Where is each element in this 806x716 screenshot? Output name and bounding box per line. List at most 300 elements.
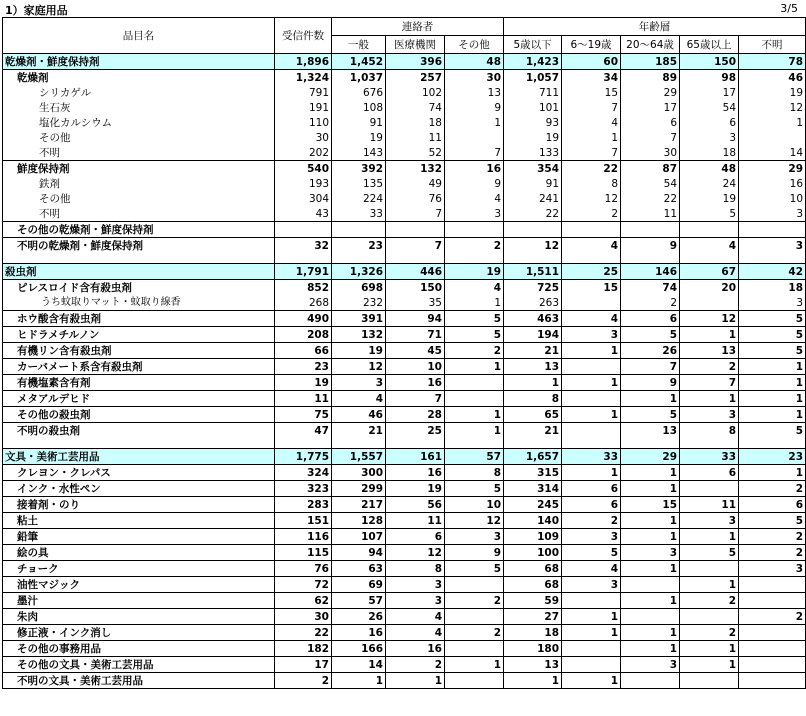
value-cell	[680, 561, 739, 577]
item-name: 接着剤・のり	[3, 497, 275, 513]
value-cell: 66	[275, 343, 332, 359]
value-cell: 323	[275, 481, 332, 497]
table-body	[3, 54, 806, 689]
value-cell: 115	[275, 545, 332, 561]
empty-cell	[3, 438, 275, 449]
value-cell: 3	[445, 206, 504, 222]
value-cell	[562, 641, 621, 657]
value-cell: 11	[621, 206, 680, 222]
value-cell: 22	[504, 206, 562, 222]
item-name: 粘土	[3, 513, 275, 529]
value-cell: 49	[386, 176, 445, 191]
value-cell: 7	[445, 145, 504, 161]
item-name: うち蚊取りマット・蚊取り線香	[3, 295, 275, 311]
value-cell: 12	[332, 359, 386, 375]
value-cell: 3	[562, 577, 621, 593]
value-cell: 91	[332, 115, 386, 130]
value-cell: 19	[332, 343, 386, 359]
value-cell: 56	[386, 497, 445, 513]
value-cell: 283	[275, 497, 332, 513]
empty-cell	[445, 253, 504, 264]
value-cell: 3	[739, 295, 806, 311]
value-cell	[562, 295, 621, 311]
value-cell	[680, 222, 739, 238]
col-group-age: 年齢層	[504, 18, 806, 36]
value-cell: 791	[275, 85, 332, 100]
value-cell: 191	[275, 100, 332, 115]
value-cell: 89	[621, 70, 680, 86]
value-cell: 1,896	[275, 54, 332, 70]
value-cell: 711	[504, 85, 562, 100]
value-cell: 101	[504, 100, 562, 115]
value-cell: 3	[621, 657, 680, 673]
value-cell: 1	[739, 359, 806, 375]
value-cell	[562, 657, 621, 673]
table-row	[3, 673, 806, 689]
item-name: その他	[3, 191, 275, 206]
value-cell: 20	[680, 280, 739, 296]
value-cell: 6	[562, 497, 621, 513]
value-cell: 4	[386, 625, 445, 641]
value-cell	[445, 673, 504, 689]
value-cell: 5	[739, 311, 806, 327]
value-cell: 2	[680, 625, 739, 641]
value-cell: 35	[386, 295, 445, 311]
value-cell: 12	[445, 513, 504, 529]
value-cell: 185	[621, 54, 680, 70]
value-cell: 5	[680, 206, 739, 222]
value-cell: 324	[275, 465, 332, 481]
value-cell: 7	[621, 130, 680, 145]
value-cell: 1	[562, 130, 621, 145]
value-cell	[445, 391, 504, 407]
value-cell: 8	[504, 391, 562, 407]
value-cell: 268	[275, 295, 332, 311]
value-cell: 182	[275, 641, 332, 657]
table-row	[3, 449, 806, 465]
value-cell: 5	[621, 407, 680, 423]
item-name: ピレスロイド含有殺虫剤	[3, 280, 275, 296]
value-cell: 180	[504, 641, 562, 657]
value-cell: 463	[504, 311, 562, 327]
item-name: 鮮度保持剤	[3, 161, 275, 177]
empty-cell	[562, 438, 621, 449]
value-cell: 48	[445, 54, 504, 70]
value-cell: 202	[275, 145, 332, 161]
value-cell: 132	[332, 327, 386, 343]
item-name: 不明	[3, 145, 275, 161]
value-cell: 63	[332, 561, 386, 577]
poison-inquiry-table	[2, 17, 806, 689]
value-cell: 7	[562, 100, 621, 115]
value-cell: 76	[386, 191, 445, 206]
value-cell: 1	[739, 465, 806, 481]
empty-cell	[504, 438, 562, 449]
value-cell: 132	[386, 161, 445, 177]
item-name: その他の乾燥剤・鮮度保持剤	[3, 222, 275, 238]
value-cell: 10	[386, 359, 445, 375]
value-cell: 5	[445, 481, 504, 497]
value-cell	[445, 609, 504, 625]
value-cell: 1	[621, 465, 680, 481]
item-name: 絵の具	[3, 545, 275, 561]
header-row-1	[3, 18, 806, 36]
value-cell: 19	[504, 130, 562, 145]
value-cell: 42	[739, 264, 806, 280]
empty-cell	[445, 438, 504, 449]
value-cell: 5	[621, 327, 680, 343]
table-row	[3, 391, 806, 407]
value-cell: 1	[562, 407, 621, 423]
value-cell: 1	[621, 561, 680, 577]
spacer-row	[3, 438, 806, 449]
value-cell: 21	[504, 343, 562, 359]
value-cell: 140	[504, 513, 562, 529]
value-cell	[621, 609, 680, 625]
value-cell: 1	[445, 407, 504, 423]
value-cell: 30	[275, 130, 332, 145]
value-cell: 2	[739, 609, 806, 625]
table-row	[3, 465, 806, 481]
value-cell: 1	[621, 513, 680, 529]
value-cell: 2	[739, 481, 806, 497]
value-cell: 146	[621, 264, 680, 280]
value-cell: 9	[621, 238, 680, 254]
table-row	[3, 545, 806, 561]
value-cell	[621, 222, 680, 238]
value-cell: 67	[680, 264, 739, 280]
value-cell: 1	[621, 593, 680, 609]
table-row	[3, 577, 806, 593]
value-cell: 24	[680, 176, 739, 191]
value-cell: 16	[739, 176, 806, 191]
value-cell	[562, 423, 621, 439]
value-cell: 6	[739, 497, 806, 513]
value-cell: 1	[680, 577, 739, 593]
value-cell: 107	[332, 529, 386, 545]
value-cell: 1	[562, 673, 621, 689]
value-cell: 1	[445, 423, 504, 439]
value-cell: 13	[504, 359, 562, 375]
value-cell: 392	[332, 161, 386, 177]
value-cell: 78	[739, 54, 806, 70]
value-cell: 13	[621, 423, 680, 439]
value-cell: 11	[275, 391, 332, 407]
value-cell: 32	[275, 238, 332, 254]
value-cell: 23	[332, 238, 386, 254]
value-cell: 9	[445, 100, 504, 115]
table-row	[3, 161, 806, 177]
table-row	[3, 70, 806, 86]
value-cell: 3	[739, 561, 806, 577]
value-cell: 208	[275, 327, 332, 343]
value-cell: 314	[504, 481, 562, 497]
value-cell: 46	[332, 407, 386, 423]
value-cell	[445, 130, 504, 145]
value-cell: 68	[504, 577, 562, 593]
value-cell: 2	[445, 238, 504, 254]
value-cell: 5	[680, 545, 739, 561]
value-cell: 263	[504, 295, 562, 311]
value-cell	[739, 593, 806, 609]
col-header-contact-other: その他	[445, 36, 504, 54]
value-cell: 6	[621, 311, 680, 327]
value-cell: 76	[275, 561, 332, 577]
value-cell: 69	[332, 577, 386, 593]
value-cell: 18	[386, 115, 445, 130]
value-cell: 2	[562, 206, 621, 222]
value-cell: 12	[680, 311, 739, 327]
item-name: 殺虫剤	[3, 264, 275, 280]
value-cell	[445, 577, 504, 593]
table-row	[3, 481, 806, 497]
value-cell: 446	[386, 264, 445, 280]
item-name: 不明	[3, 206, 275, 222]
value-cell: 7	[386, 391, 445, 407]
value-cell: 2	[621, 295, 680, 311]
value-cell: 3	[562, 327, 621, 343]
value-cell	[680, 673, 739, 689]
value-cell: 87	[621, 161, 680, 177]
value-cell: 1	[562, 343, 621, 359]
item-name: 鉛筆	[3, 529, 275, 545]
value-cell: 1,775	[275, 449, 332, 465]
col-header-item: 品目名	[3, 18, 275, 54]
value-cell: 43	[275, 206, 332, 222]
value-cell: 7	[386, 206, 445, 222]
item-name: 乾燥剤	[3, 70, 275, 86]
value-cell: 16	[445, 161, 504, 177]
value-cell: 6	[386, 529, 445, 545]
value-cell: 33	[562, 449, 621, 465]
empty-cell	[739, 438, 806, 449]
value-cell: 304	[275, 191, 332, 206]
value-cell: 8	[680, 423, 739, 439]
value-cell	[562, 359, 621, 375]
value-cell	[445, 375, 504, 391]
value-cell: 4	[562, 115, 621, 130]
item-name: クレヨン・クレパス	[3, 465, 275, 481]
value-cell: 3	[562, 529, 621, 545]
value-cell: 14	[739, 145, 806, 161]
item-name: 鉄剤	[3, 176, 275, 191]
value-cell: 27	[504, 609, 562, 625]
value-cell: 22	[275, 625, 332, 641]
value-cell: 1	[621, 625, 680, 641]
value-cell: 151	[275, 513, 332, 529]
table-row	[3, 100, 806, 115]
value-cell: 4	[562, 238, 621, 254]
value-cell: 1	[680, 391, 739, 407]
value-cell: 2	[445, 625, 504, 641]
value-cell: 490	[275, 311, 332, 327]
value-cell: 4	[445, 280, 504, 296]
value-cell: 11	[386, 513, 445, 529]
value-cell: 108	[332, 100, 386, 115]
value-cell	[739, 625, 806, 641]
value-cell: 54	[621, 176, 680, 191]
value-cell: 1	[680, 657, 739, 673]
value-cell: 94	[332, 545, 386, 561]
value-cell: 4	[386, 609, 445, 625]
value-cell: 22	[621, 191, 680, 206]
item-name: その他	[3, 130, 275, 145]
value-cell: 19	[739, 85, 806, 100]
value-cell: 9	[621, 375, 680, 391]
table-row	[3, 359, 806, 375]
col-header-age-20-64: 20～64歳	[621, 36, 680, 54]
item-name: 有機塩素含有剤	[3, 375, 275, 391]
value-cell: 25	[562, 264, 621, 280]
table-row	[3, 85, 806, 100]
table-row	[3, 115, 806, 130]
item-name: 修正液・インク消し	[3, 625, 275, 641]
value-cell: 72	[275, 577, 332, 593]
value-cell: 19	[445, 264, 504, 280]
value-cell: 19	[275, 375, 332, 391]
value-cell	[739, 577, 806, 593]
value-cell: 1	[680, 641, 739, 657]
value-cell: 17	[680, 85, 739, 100]
value-cell: 1,324	[275, 70, 332, 86]
value-cell	[386, 222, 445, 238]
item-name: 生石灰	[3, 100, 275, 115]
item-name: インク・水性ペン	[3, 481, 275, 497]
value-cell: 9	[445, 176, 504, 191]
table-row	[3, 264, 806, 280]
item-name: シリカゲル	[3, 85, 275, 100]
table-row	[3, 593, 806, 609]
value-cell: 12	[739, 100, 806, 115]
value-cell: 91	[504, 176, 562, 191]
value-cell	[445, 641, 504, 657]
value-cell	[621, 673, 680, 689]
table-row	[3, 513, 806, 529]
value-cell: 14	[332, 657, 386, 673]
empty-cell	[739, 253, 806, 264]
value-cell: 10	[739, 191, 806, 206]
value-cell: 1	[445, 359, 504, 375]
value-cell: 1	[562, 609, 621, 625]
value-cell: 1	[562, 375, 621, 391]
value-cell: 8	[445, 465, 504, 481]
col-group-contact: 連絡者	[332, 18, 504, 36]
value-cell: 1,057	[504, 70, 562, 86]
value-cell: 1	[739, 375, 806, 391]
value-cell: 725	[504, 280, 562, 296]
value-cell: 241	[504, 191, 562, 206]
value-cell: 5	[739, 327, 806, 343]
value-cell: 3	[680, 407, 739, 423]
value-cell: 30	[445, 70, 504, 86]
value-cell: 3	[739, 238, 806, 254]
section-title: 1）家庭用品	[5, 4, 68, 17]
value-cell: 1	[332, 673, 386, 689]
empty-cell	[621, 253, 680, 264]
value-cell: 1	[739, 407, 806, 423]
table-row	[3, 625, 806, 641]
value-cell: 16	[332, 625, 386, 641]
value-cell: 2	[386, 657, 445, 673]
table-row	[3, 295, 806, 311]
value-cell: 116	[275, 529, 332, 545]
value-cell: 1	[621, 529, 680, 545]
value-cell: 1,037	[332, 70, 386, 86]
value-cell: 143	[332, 145, 386, 161]
table-row	[3, 407, 806, 423]
value-cell: 65	[504, 407, 562, 423]
item-name: メタアルデヒド	[3, 391, 275, 407]
value-cell: 21	[332, 423, 386, 439]
value-cell: 166	[332, 641, 386, 657]
value-cell: 110	[275, 115, 332, 130]
value-cell: 30	[621, 145, 680, 161]
value-cell: 33	[680, 449, 739, 465]
value-cell: 2	[445, 343, 504, 359]
value-cell: 135	[332, 176, 386, 191]
value-cell: 1	[621, 481, 680, 497]
value-cell: 34	[562, 70, 621, 86]
value-cell	[739, 657, 806, 673]
table-row	[3, 222, 806, 238]
value-cell: 1	[562, 465, 621, 481]
value-cell: 17	[275, 657, 332, 673]
value-cell	[739, 222, 806, 238]
table-row	[3, 609, 806, 625]
value-cell: 245	[504, 497, 562, 513]
empty-cell	[275, 438, 332, 449]
table-row	[3, 375, 806, 391]
value-cell: 29	[621, 449, 680, 465]
value-cell: 94	[386, 311, 445, 327]
table-row	[3, 130, 806, 145]
value-cell: 12	[386, 545, 445, 561]
value-cell: 25	[386, 423, 445, 439]
empty-cell	[680, 438, 739, 449]
empty-cell	[562, 253, 621, 264]
value-cell: 3	[445, 529, 504, 545]
value-cell: 23	[739, 449, 806, 465]
value-cell: 150	[386, 280, 445, 296]
value-cell: 1	[621, 391, 680, 407]
empty-cell	[680, 253, 739, 264]
value-cell: 98	[680, 70, 739, 86]
table-row	[3, 423, 806, 439]
value-cell: 1,423	[504, 54, 562, 70]
value-cell: 5	[445, 311, 504, 327]
value-cell	[445, 222, 504, 238]
value-cell: 5	[739, 423, 806, 439]
value-cell: 13	[445, 85, 504, 100]
empty-cell	[504, 253, 562, 264]
value-cell: 1,791	[275, 264, 332, 280]
value-cell: 28	[386, 407, 445, 423]
item-name: 乾燥剤・鮮度保持剤	[3, 54, 275, 70]
value-cell: 15	[562, 85, 621, 100]
value-cell: 57	[445, 449, 504, 465]
value-cell: 21	[504, 423, 562, 439]
value-cell: 3	[621, 545, 680, 561]
value-cell: 13	[504, 657, 562, 673]
value-cell: 17	[621, 100, 680, 115]
value-cell	[504, 222, 562, 238]
value-cell: 4	[562, 561, 621, 577]
value-cell: 16	[386, 375, 445, 391]
value-cell: 852	[275, 280, 332, 296]
item-name: その他の文具・美術工芸用品	[3, 657, 275, 673]
value-cell: 74	[621, 280, 680, 296]
empty-cell	[386, 438, 445, 449]
